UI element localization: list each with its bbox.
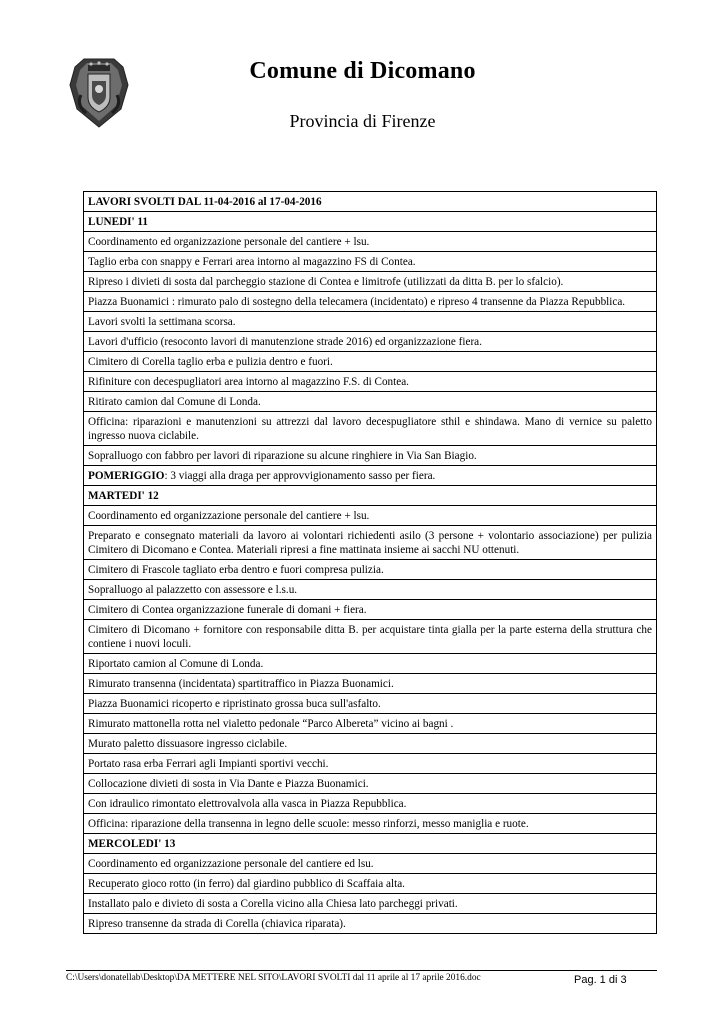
list-item: Coordinamento ed organizzazione personale del cantiere + lsu. [84, 232, 657, 252]
municipal-crest-icon [68, 55, 130, 129]
table-row [84, 754, 657, 774]
list-item: Sopralluogo al palazzetto con assessore e l.s.u. [84, 580, 657, 600]
list-item: Installato palo e divieto di sosta a Corella vicino alla Chiesa lato parcheggi privati. [84, 894, 657, 914]
list-item: Cimitero di Frascole tagliato erba dentro e fuori compresa pulizia. [84, 560, 657, 580]
list-item: Collocazione divieti di sosta in Via Dante e Piazza Buonamici. [84, 774, 657, 794]
list-item: Ripreso i divieti di sosta dal parcheggio stazione di Contea e limitrofe (utilizzati da ditta B. per lo sfalcio). [84, 272, 657, 292]
list-item: Murato paletto dissuasore ingresso ciclabile. [84, 734, 657, 754]
work-log-table [83, 191, 657, 934]
table-row [84, 560, 657, 580]
table-row [84, 372, 657, 392]
day-heading-monday: LUNEDI' 11 [84, 212, 657, 232]
footer-page-number: Pag. 1 di 3 [574, 974, 627, 986]
list-item: Sopralluogo con fabbro per lavori di riparazione su alcune ringhiere in Via San Biagio. [84, 446, 657, 466]
list-item: Cimitero di Contea organizzazione funerale di domani + fiera. [84, 600, 657, 620]
list-item: Lavori svolti la settimana scorsa. [84, 312, 657, 332]
table-row [84, 292, 657, 312]
list-item: Coordinamento ed organizzazione personale del cantiere ed lsu. [84, 854, 657, 874]
list-item: Ritirato camion dal Comune di Londa. [84, 392, 657, 412]
day-heading-wednesday: MERCOLEDI' 13 [84, 834, 657, 854]
afternoon-row [84, 466, 657, 486]
list-item: Ripreso transenne da strada di Corella (chiavica riparata). [84, 914, 657, 934]
table-row [84, 332, 657, 352]
list-item: Con idraulico rimontato elettrovalvola alla vasca in Piazza Repubblica. [84, 794, 657, 814]
table-row [84, 600, 657, 620]
table-row [84, 392, 657, 412]
list-item: Portato rasa erba Ferrari agli Impianti sportivi vecchi. [84, 754, 657, 774]
table-row [84, 620, 657, 654]
table-row [84, 914, 657, 934]
list-item: Riportato camion al Comune di Londa. [84, 654, 657, 674]
list-item: Lavori d'ufficio (resoconto lavori di manutenzione strade 2016) ed organizzazione fiera. [84, 332, 657, 352]
table-row [84, 794, 657, 814]
afternoon-text: : 3 viaggi alla draga per approvvigionamento sasso per fiera. [164, 470, 436, 482]
table-row [84, 526, 657, 560]
page-subtitle: Provincia di Firenze [289, 111, 436, 131]
table-row [84, 466, 657, 486]
table-row [84, 446, 657, 466]
list-item: Rimurato mattonella rotta nel vialetto pedonale “Parco Albereta” vicino ai bagni . [84, 714, 657, 734]
list-item: Officina: riparazioni e manutenzioni su attrezzi dal lavoro decespugliatore sthil e shindawa. Mano di vernice su paletto ingresso nuova ciclabile. [84, 412, 657, 446]
table-row [84, 674, 657, 694]
list-item: Cimitero di Dicomano + fornitore con responsabile ditta B. per acquistare tinta gialla per la parte esterna della struttura che contiene i nuovi loculi. [84, 620, 657, 654]
table-row [84, 272, 657, 292]
afternoon-label: POMERIGGIO [88, 470, 165, 482]
table-row [84, 694, 657, 714]
table-row [84, 312, 657, 332]
table-row [84, 654, 657, 674]
list-item: Preparato e consegnato materiali da lavoro ai volontari richiedenti asilo (3 persone + volontario associazione) per pulizia Cimitero di Dicomano e Contea. Materiali ripresi a fine mattinata insieme ai sacchi NU ottenuti. [84, 526, 657, 560]
table-row [84, 212, 657, 232]
table-row [84, 774, 657, 794]
table-row [84, 894, 657, 914]
list-item: Rifiniture con decespugliatori area intorno al magazzino F.S. di Contea. [84, 372, 657, 392]
list-item: Taglio erba con snappy e Ferrari area intorno al magazzino FS di Contea. [84, 252, 657, 272]
list-item: Officina: riparazione della transenna in legno delle scuole: messo rinforzi, messo maniglia e ruote. [84, 814, 657, 834]
list-item: Cimitero di Corella taglio erba e pulizia dentro e fuori. [84, 352, 657, 372]
table-row [84, 854, 657, 874]
table-row [84, 506, 657, 526]
table-row [84, 814, 657, 834]
list-item: Rimurato transenna (incidentata) spartitraffico in Piazza Buonamici. [84, 674, 657, 694]
page-title: Comune di Dicomano [249, 58, 476, 84]
footer-file-path: C:\Users\donatellab\Desktop\DA METTERE NEL SITO\LAVORI SVOLTI dal 11 aprile al 17 aprile 2016.doc [66, 973, 481, 983]
table-row [84, 412, 657, 446]
period-heading: LAVORI SVOLTI DAL 11-04-2016 al 17-04-2016 [84, 192, 657, 212]
list-item: Coordinamento ed organizzazione personale del cantiere + lsu. [84, 506, 657, 526]
table-row [84, 874, 657, 894]
list-item: Piazza Buonamici : rimurato palo di sostegno della telecamera (incidentato) e ripreso 4 transenne da Piazza Repubblica. [84, 292, 657, 312]
table-row [84, 192, 657, 212]
table-row [84, 734, 657, 754]
footer-divider [66, 970, 657, 971]
table-row [84, 834, 657, 854]
table-row [84, 486, 657, 506]
list-item: Piazza Buonamici ricoperto e ripristinato grossa buca sull'asfalto. [84, 694, 657, 714]
table-row [84, 580, 657, 600]
day-heading-tuesday: MARTEDI' 12 [84, 486, 657, 506]
table-row [84, 252, 657, 272]
list-item: Recuperato gioco rotto (in ferro) dal giardino pubblico di Scaffaia alta. [84, 874, 657, 894]
table-row [84, 352, 657, 372]
table-row [84, 714, 657, 734]
table-row [84, 232, 657, 252]
